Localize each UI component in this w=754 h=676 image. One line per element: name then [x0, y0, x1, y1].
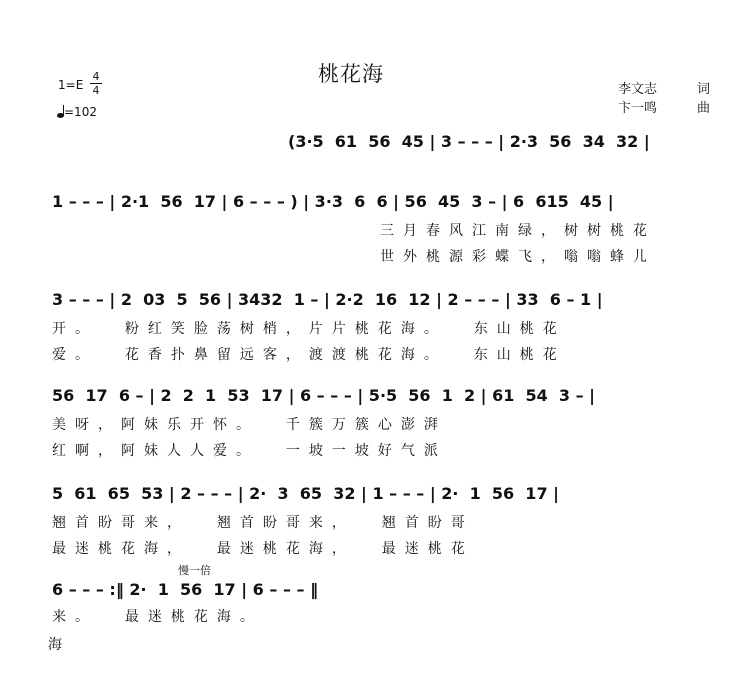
lyricist-name: 李文志: [618, 82, 658, 97]
quarter-note-icon: [57, 106, 64, 118]
lyric-line-1-verse-2: 世外桃源彩蝶飞，嗡嗡蜂儿: [380, 249, 656, 265]
tempo-value: =102: [64, 105, 97, 119]
tempo-marking: [57, 105, 97, 119]
lyric-line-5-verse-2: 海: [48, 637, 71, 653]
lyric-line-1-verse-1: 三月春风江南绿，树树桃花: [380, 223, 656, 239]
time-denominator: 4: [90, 83, 102, 97]
lyric-line-2-verse-1: 开。 粉红笑脸荡树梢，片片桃花海。 东山桃花: [52, 321, 566, 337]
score-line-5: 5 61 65 53 | 2 – – – | 2· 3 65 32 | 1 – – – | 2· 1 56 17 |: [52, 484, 559, 503]
score-line-4: 56 17 6 – | 2 2 1 53 17 | 6 – – – | 5·5 56 1 2 | 61 54 3 – |: [52, 386, 596, 405]
score-line-2: 1 – – – | 2·1 56 17 | 6 – – – ) | 3·3 6 6 | 56 45 3 – | 6 615 45 |: [52, 192, 614, 211]
score-line-1: (3·5 61 56 45 | 3 – – – | 2·3 56 34 32 |: [288, 132, 650, 151]
lyric-line-3-verse-2: 红啊，阿妹人人爱。 一坡一坡好气派: [52, 443, 447, 459]
lyric-line-4-verse-2: 最迷桃花海， 最迷桃花海， 最迷桃花: [52, 541, 474, 557]
time-signature: [90, 70, 102, 97]
lyric-line-3-verse-1: 美呀，阿妹乐开怀。 千簇万簇心澎湃: [52, 417, 447, 433]
composer-role: 曲: [696, 101, 710, 116]
score-line-6: 6 – – – :‖ 2· 1 56 17 | 6 – – – ‖: [52, 580, 319, 599]
ritardando-marking: 慢一倍: [178, 564, 211, 577]
key-signature: 1=E: [58, 78, 84, 92]
lyricist-role: 词: [696, 82, 710, 97]
time-numerator: 4: [92, 70, 100, 83]
lyric-line-2-verse-2: 爱。 花香扑鼻留远客，渡渡桃花海。 东山桃花: [52, 347, 566, 363]
page-title: 桃花海: [318, 62, 384, 86]
lyric-line-4-verse-1: 翘首盼哥来， 翘首盼哥来， 翘首盼哥: [52, 515, 474, 531]
composer-name: 卞一鸣: [618, 101, 658, 116]
lyric-line-5-verse-1: 来。 最迷桃花海。: [52, 609, 263, 625]
score-line-3: 3 – – – | 2 03 5 56 | 3432 1 – | 2·2 16 12 | 2 – – – | 33 6 – 1 |: [52, 290, 603, 309]
